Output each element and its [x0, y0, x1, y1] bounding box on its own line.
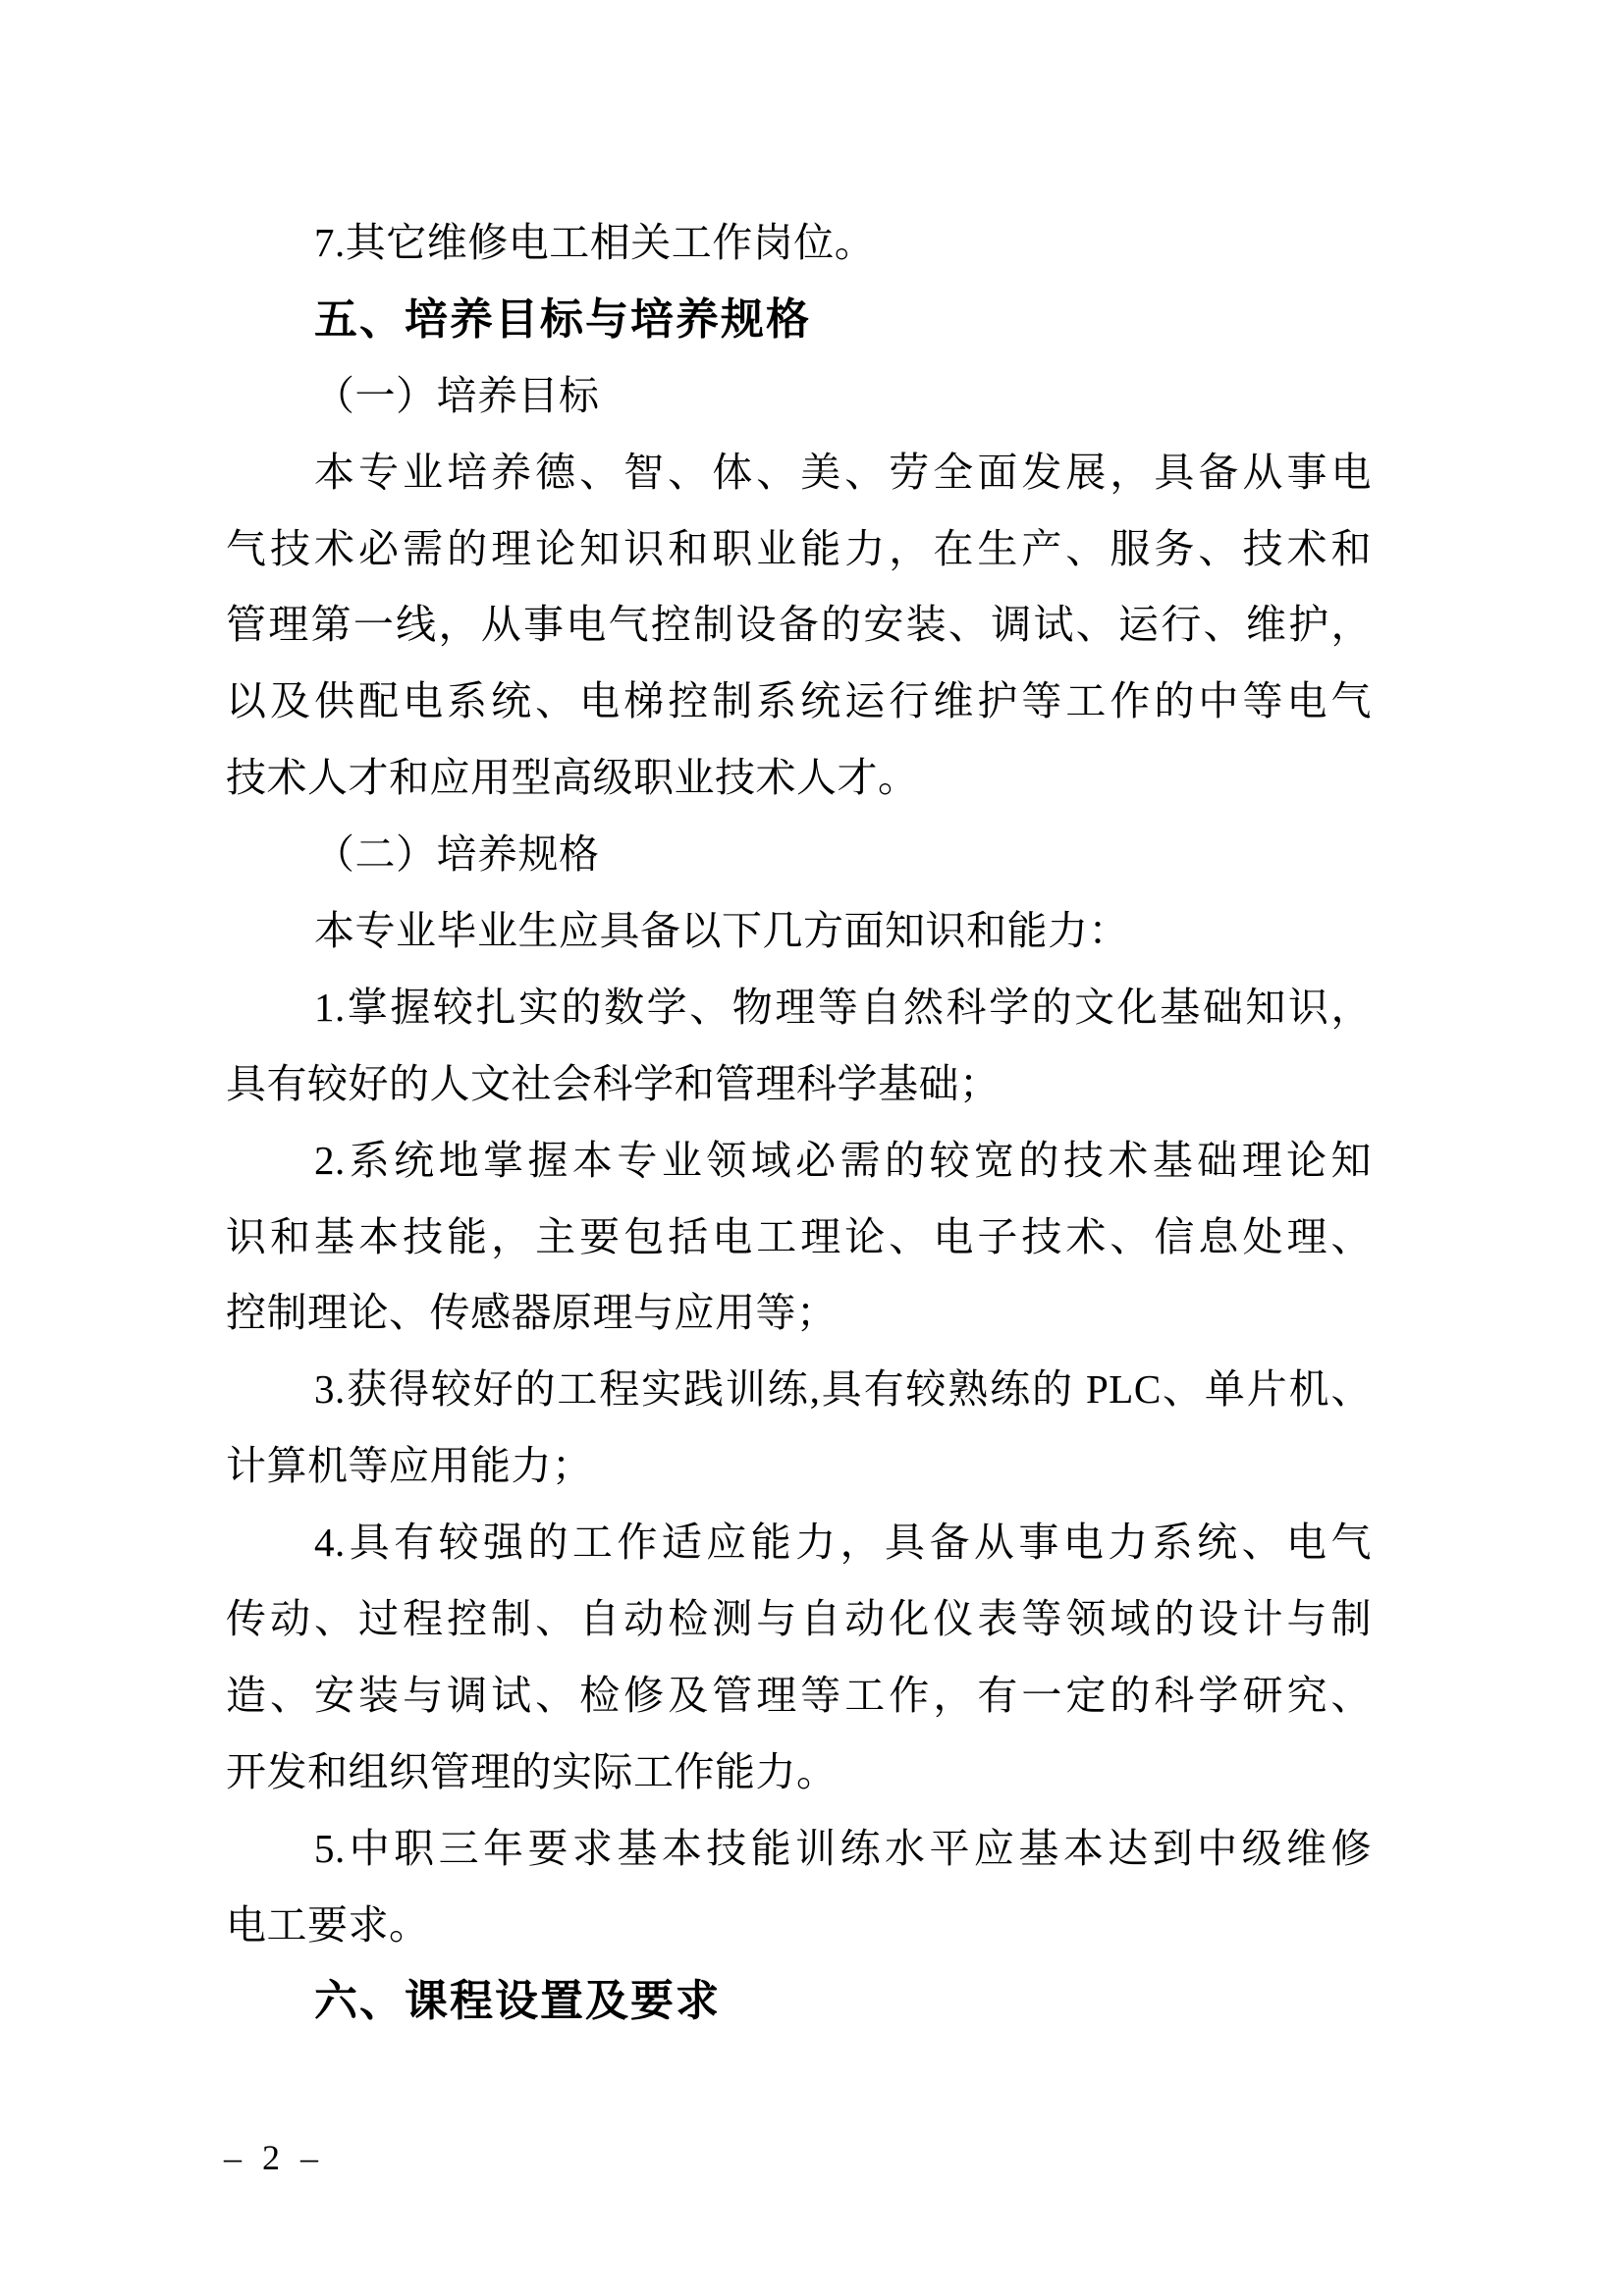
text-line: （二）培养规格 [314, 831, 600, 878]
text-line: 计算机等应用能力； [226, 1443, 593, 1489]
document-text-block [226, 205, 1372, 2040]
text-line: 2.系统地掌握本专业领域必需的较宽的技术基础理论知 [314, 1137, 1372, 1183]
text-line: （一）培养目标 [314, 372, 600, 418]
text-line: 造、安装与调试、检修及管理等工作，有一定的科学研究、 [226, 1672, 1372, 1718]
text-line: 1.掌握较扎实的数学、物理等自然科学的文化基础知识， [314, 984, 1372, 1030]
text-line: 识和基本技能，主要包括电工理论、电子技术、信息处理、 [226, 1213, 1372, 1259]
text-line: 开发和组织管理的实际工作能力。 [226, 1748, 838, 1794]
text-line: 具有较好的人文社会科学和管理科学基础； [226, 1060, 1001, 1106]
text-line: 7.其它维修电工相关工作岗位。 [314, 220, 876, 265]
text-line: 5.中职三年要求基本技能训练水平应基本达到中级维修 [314, 1825, 1372, 1871]
text-line: 气技术必需的理论知识和职业能力，在生产、服务、技术和 [226, 525, 1372, 571]
text-line: 本专业毕业生应具备以下几方面知识和能力： [314, 908, 1129, 954]
text-line: 4.具有较强的工作适应能力，具备从事电力系统、电气 [314, 1520, 1372, 1566]
text-line: 以及供配电系统、电梯控制系统运行维护等工作的中等电气 [226, 678, 1372, 724]
text-line: 控制理论、传感器原理与应用等； [226, 1290, 838, 1336]
text-line: 技术人才和应用型高级职业技术人才。 [226, 755, 919, 801]
section-heading: 五、培养目标与培养规格 [314, 294, 811, 344]
text-line: 管理第一线，从事电气控制设备的安装、调试、运行、维护， [226, 602, 1372, 648]
text-line: 传动、过程控制、自动检测与自动化仪表等领域的设计与制 [226, 1596, 1372, 1642]
page-number: – 2 – [224, 2138, 324, 2177]
section-heading: 六、课程设置及要求 [314, 1977, 721, 2026]
text-line: 电工要求。 [226, 1901, 430, 1948]
text-line: 3.获得较好的工程实践训练,具有较熟练的 PLC、单片机、 [314, 1366, 1372, 1413]
text-line: 本专业培养德、智、体、美、劳全面发展，具备从事电 [314, 449, 1372, 495]
